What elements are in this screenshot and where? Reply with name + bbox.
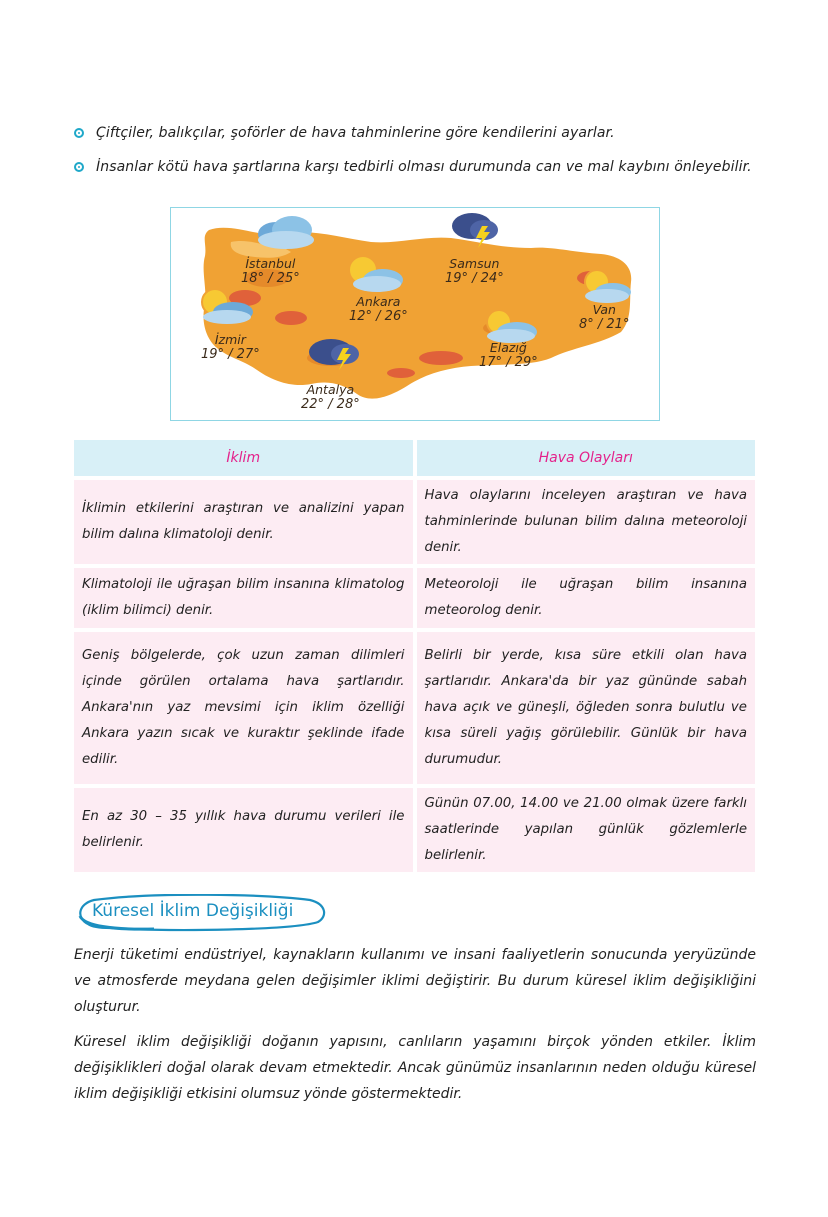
table-row — [74, 788, 755, 872]
city-label-antalya: Antalya 22° / 28° — [301, 382, 360, 412]
city-label-ankara: Ankara 12° / 26° — [349, 294, 408, 324]
paragraph: Küresel iklim değişikliği doğanın yapısını, canlıların yaşamını birçok yönden etkiler. İklim değişiklikleri doğal olarak devam etmektedir. Ancak günümüz insanlarının neden olduğu küresel iklim değişikliği etkisini olumsuz yönde göstermektedir. — [74, 1034, 756, 1102]
turkey-weather-map — [170, 207, 660, 421]
bullet-ring-icon — [74, 162, 84, 172]
table-row — [74, 568, 755, 628]
cloudy-icon — [246, 212, 326, 252]
table-row — [74, 632, 755, 784]
paragraph: Enerji tüketimi endüstriyel, kaynakların kullanımı ve insani faaliyetlerin sonucunda yeryüzünde ve atmosferde meydana gelen değişimler iklimi değiştirir. Bu durum küresel iklim değişikliğini oluşturur. — [74, 947, 756, 1015]
city-label-samsun: Samsun 19° / 24° — [445, 256, 504, 286]
climate-weather-table — [74, 440, 755, 872]
bullet-item — [74, 121, 756, 145]
table-cell: İklimin etkilerini araştıran ve analizini yapan bilim dalına klimatoloji denir. — [74, 480, 413, 564]
partly-cloudy-icon — [343, 248, 413, 298]
table-cell: Günün 07.00, 14.00 ve 21.00 olmak üzere farklı saatlerinde yapılan günlük gözlemlerle belirlenir. — [417, 788, 756, 872]
table-cell: En az 30 – 35 yıllık hava durumu verileri ile belirlenir. — [74, 788, 413, 872]
city-label-izmir: İzmir 19° / 27° — [201, 332, 260, 362]
table-cell: Belirli bir yerde, kısa süre etkili olan hava şartlarıdır. Ankara'da bir yaz gününde sabah hava açık ve güneşli, öğleden sonra bulutlu ve kısa süreli yağış görülebilir. Günlük bir hava durumudur. — [417, 632, 756, 784]
section-title-text: Küresel İklim Değişikliği — [92, 901, 294, 921]
bullet-text: İnsanlar kötü hava şartlarına karşı tedbirli olması durumunda can ve mal kaybını önleyebilir. — [96, 159, 752, 175]
city-label-elazig: Elazığ 17° / 29° — [479, 340, 538, 370]
table-cell: Hava olaylarını inceleyen araştıran ve hava tahminlerinde bulunan bilim dalına meteoroloji denir. — [417, 480, 756, 564]
table-cell: Klimatoloji ile uğraşan bilim insanına klimatolog (iklim bilimci) denir. — [74, 568, 413, 628]
storm-icon — [446, 210, 506, 250]
partly-cloudy-icon — [197, 284, 261, 330]
table-cell: Geniş bölgelerde, çok uzun zaman dilimleri içinde görülen ortalama hava şartlarıdır. Ankara'nın yaz mevsimi için iklim özelliği Ankara yazın sıcak ve kuraktır şeklinde ifade edilir. — [74, 632, 413, 784]
table-cell: Meteoroloji ile uğraşan bilim insanına meteorolog denir. — [417, 568, 756, 628]
table-header — [74, 440, 755, 476]
bullet-text: Çiftçiler, balıkçılar, şoförler de hava tahminlerine göre kendilerini ayarlar. — [96, 125, 615, 141]
storm-icon — [303, 334, 367, 374]
city-label-van: Van 8° / 21° — [579, 302, 630, 332]
city-label-istanbul: İstanbul 18° / 25° — [241, 256, 300, 286]
column-header-hava-olaylari: Hava Olayları — [417, 440, 756, 476]
column-header-iklim: İklim — [74, 440, 413, 476]
section-title — [74, 894, 328, 932]
bullet-item — [74, 155, 756, 179]
table-row — [74, 480, 755, 564]
bullet-ring-icon — [74, 128, 84, 138]
